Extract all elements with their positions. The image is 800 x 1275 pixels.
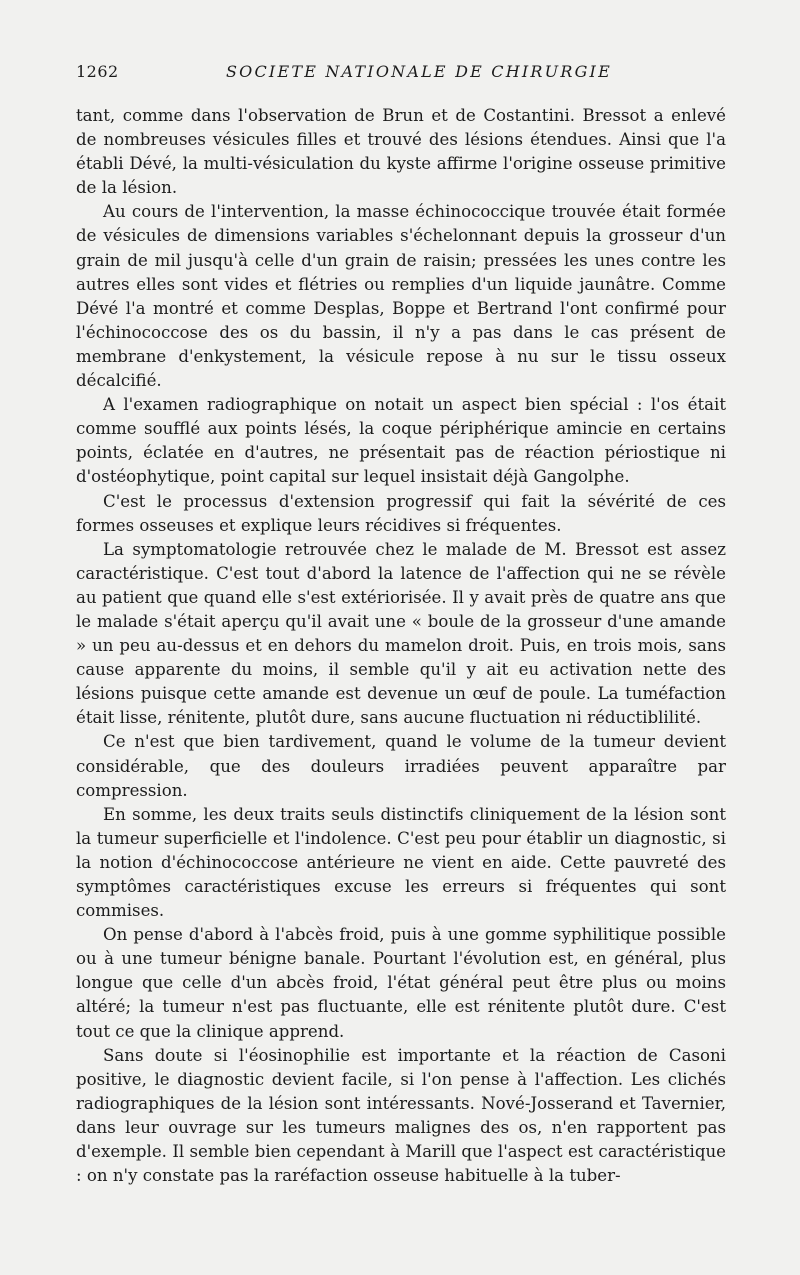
paragraph-intervention: Au cours de l'intervention, la masse échinococcique trouvée était formée de vésicules de dimensions variables s'échelonnant depuis la grosseur d'un grain de mil jusqu'à celle d'un grain de raisin; pressées les unes contre les autres elles sont vides et flétries ou remplies d'un liquide jaunâtre. Comme Dévé l'a montré et comme Desplas, Boppe et Bertrand l'ont confirmé pour l'échinococcose des os du bassin, il n'y a pas dans le cas présent de membrane d'enkystement, la vésicule repose à nu sur le tissu osseux décalcifié.	[76, 202, 726, 391]
paragraph-radiography: A l'examen radiographique on notait un aspect bien spécial : l'os était comme soufflé aux points lésés, la coque périphérique amincie en certains points, éclatée en d'autres, ne présentait pas de réaction périostique ni d'ostéophytique, point capital sur lequel insistait déjà Gangolphe.	[76, 395, 726, 487]
page-number: 1262	[76, 62, 119, 81]
paragraph-differential: On pense d'abord à l'abcès froid, puis à une gomme syphilitique possible ou à une tumeur bénigne banale. Pourtant l'évolution est, en général, plus longue que celle d'un abcès froid, l'état général peut être plus ou moins altéré; la tumeur n'est pas fluctuante, elle est rénitente plutôt dure. C'est tout ce que la clinique apprend.	[76, 925, 726, 1041]
body-text	[76, 104, 726, 1188]
journal-title: SOCIETE NATIONALE DE CHIRURGIE	[226, 62, 612, 81]
paragraph-continuation: tant, comme dans l'observation de Brun et de Costantini. Bressot a enlevé de nombreuses vésicules filles et trouvé des lésions étendues. Ainsi que l'a établi Dévé, la multi-vésiculation du kyste affirme l'origine osseuse primitive de la lésion.	[76, 106, 726, 198]
paragraph-diagnosis: Sans doute si l'éosinophilie est importante et la réaction de Casoni positive, le diagnostic devient facile, si l'on pense à l'affection. Les clichés radiographiques de la lésion sont intéressants. Nové-Josserand et Tavernier, dans leur ouvrage sur les tumeurs malignes des os, n'en rapportent pas d'exemple. Il semble bien cependant à Marill que l'aspect est caractéristique : on n'y constate pas la raréfaction osseuse habituelle à la tuber-	[76, 1045, 726, 1186]
paragraph-symptomatology: La symptomatologie retrouvée chez le malade de M. Bressot est assez caractéristique. C'est tout d'abord la latence de l'affection qui ne se révèle au patient que quand elle s'est extériorisée. Il y avait près de quatre ans que le malade s'était aperçu qu'il avait une « boule de la grosseur d'une amande » un peu au-dessus et en dehors du mamelon droit. Puis, en trois mois, sans cause apparente du moins, il semble qu'il y ait eu activation nette des lésions puisque cette amande est devenue un œuf de poule. La tuméfaction était lisse, rénitente, plutôt dure, sans aucune fluctuation ni réductiblilité.	[76, 539, 726, 728]
paragraph-summary: En somme, les deux traits seuls distinctifs cliniquement de la lésion sont la tumeur superficielle et l'indolence. C'est peu pour établir un diagnostic, si la notion d'échinococcose antérieure ne vient en aide. Cette pauvreté des symptômes caractéristiques excuse les erreurs si fréquentes qui sont commises.	[76, 804, 726, 921]
paragraph-pain: Ce n'est que bien tardivement, quand le volume de la tumeur devient considérable, que des douleurs irradiées peuvent apparaître par compression.	[76, 732, 726, 800]
paragraph-extension: C'est le processus d'extension progressif qui fait la sévérité de ces formes osseuses et explique leurs récidives si fréquentes.	[76, 491, 726, 535]
running-head	[76, 62, 726, 86]
